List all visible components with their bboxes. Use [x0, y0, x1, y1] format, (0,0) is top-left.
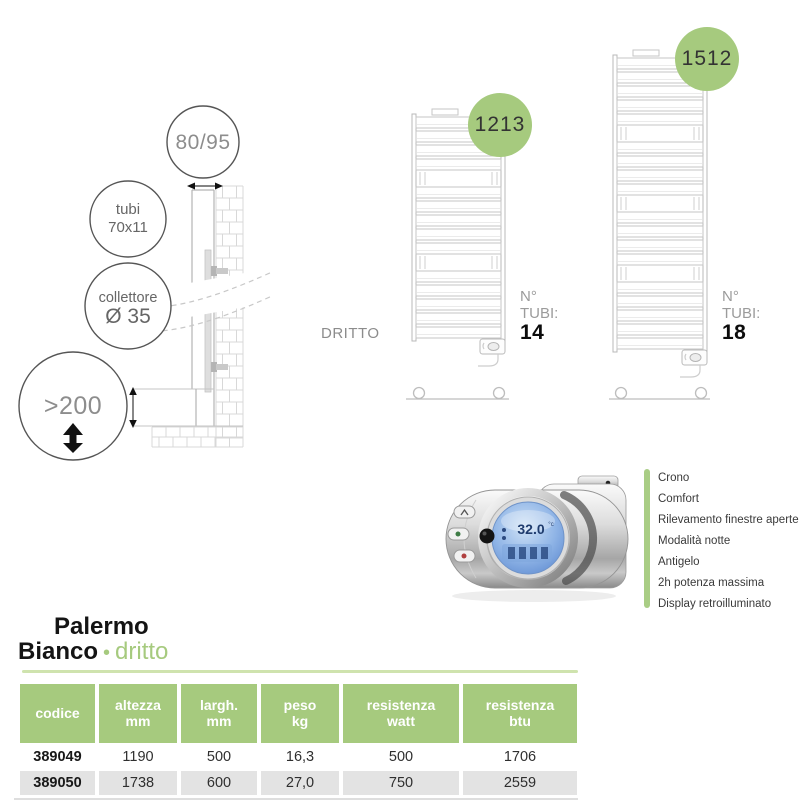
callout-circle-collettore [85, 263, 171, 349]
product-color: Bianco [18, 638, 99, 665]
feature-list [658, 468, 799, 615]
radiator-front-views [412, 50, 707, 352]
table-cell-btu: 1706 [463, 745, 577, 769]
table-cell-btu: 2559 [463, 771, 577, 795]
height-badge-value: 1512 [681, 47, 733, 70]
product-subtitle [18, 638, 168, 666]
height-badge-1213 [468, 93, 532, 157]
table-cell-codice: 389049 [20, 745, 95, 769]
product-variant: dritto [115, 638, 169, 665]
table-cell-largh: 600 [181, 771, 257, 795]
heating-element-radiator-1 [478, 339, 505, 366]
feature-item: Display retroilluminato [658, 598, 772, 610]
height-badge-1512 [675, 27, 739, 91]
features-accent-bar [644, 469, 650, 608]
clearance-value: >200 [43, 392, 103, 420]
n-tubi-prefix: N° [722, 288, 739, 305]
n-tubi-word: TUBI: [722, 305, 761, 322]
col-header-resistenza-watt: resistenza watt [343, 684, 459, 743]
lcd-temperature: 32.0 [517, 521, 545, 537]
n-tubi-prefix: N° [520, 288, 537, 305]
clearance-dimension [129, 387, 137, 428]
bullet-separator: • [103, 642, 111, 664]
sensor-knob [480, 529, 495, 544]
spec-table [20, 684, 577, 795]
feature-item: Crono [658, 472, 690, 484]
product-name: Palermo [54, 613, 149, 640]
callout-circle-tubi [90, 181, 166, 257]
feature-item: Modalità notte [658, 535, 731, 547]
heating-element-radiator-2 [680, 350, 707, 377]
table-cell-codice: 389050 [20, 771, 95, 795]
table-bottom-rule [14, 798, 578, 800]
col-header-resistenza-btu: resistenza btu [463, 684, 577, 743]
tubi-line1: tubi [115, 201, 141, 218]
depth-value: 80/95 [175, 131, 231, 154]
thermostat-photo [438, 472, 634, 606]
table-cell-watt: 750 [343, 771, 459, 795]
feature-item: 2h potenza massima [658, 577, 765, 589]
n-tubi-block-2 [722, 288, 760, 344]
n-tubi-count: 18 [722, 321, 747, 344]
table-cell-watt: 500 [343, 745, 459, 769]
table-cell-altezza: 1190 [99, 745, 177, 769]
plan-view-radiator-2 [609, 388, 710, 400]
callout-circle-clearance [19, 352, 127, 460]
tubi-line2: 70x11 [108, 219, 148, 236]
feature-item: Rilevamento finestre aperte [658, 514, 799, 526]
col-header-codice: codice [20, 684, 95, 743]
col-header-larghezza: largh. mm [181, 684, 257, 743]
feature-item: Comfort [658, 493, 699, 505]
orientation-label: DRITTO [321, 325, 380, 342]
table-cell-peso: 27,0 [261, 771, 339, 795]
col-header-altezza: altezza mm [99, 684, 177, 743]
table-cell-altezza: 1738 [99, 771, 177, 795]
lcd-unit: °c [548, 522, 554, 528]
collettore-line1: collettore [98, 290, 158, 306]
n-tubi-block-1 [520, 288, 558, 344]
table-cell-peso: 16,3 [261, 745, 339, 769]
n-tubi-count: 14 [520, 321, 545, 344]
table-cell-largh: 500 [181, 745, 257, 769]
feature-item: Antigelo [658, 556, 700, 568]
green-divider-line [22, 670, 578, 673]
plan-view-radiator-1 [406, 388, 509, 400]
col-header-peso: peso kg [261, 684, 339, 743]
collettore-line2: Ø 35 [105, 305, 151, 328]
depth-dimension [187, 183, 223, 190]
lcd-segment-row [502, 544, 552, 562]
n-tubi-word: TUBI: [520, 305, 559, 322]
callout-circle-depth [167, 106, 239, 178]
brick-wall [216, 186, 243, 447]
height-badge-value: 1213 [474, 113, 526, 136]
